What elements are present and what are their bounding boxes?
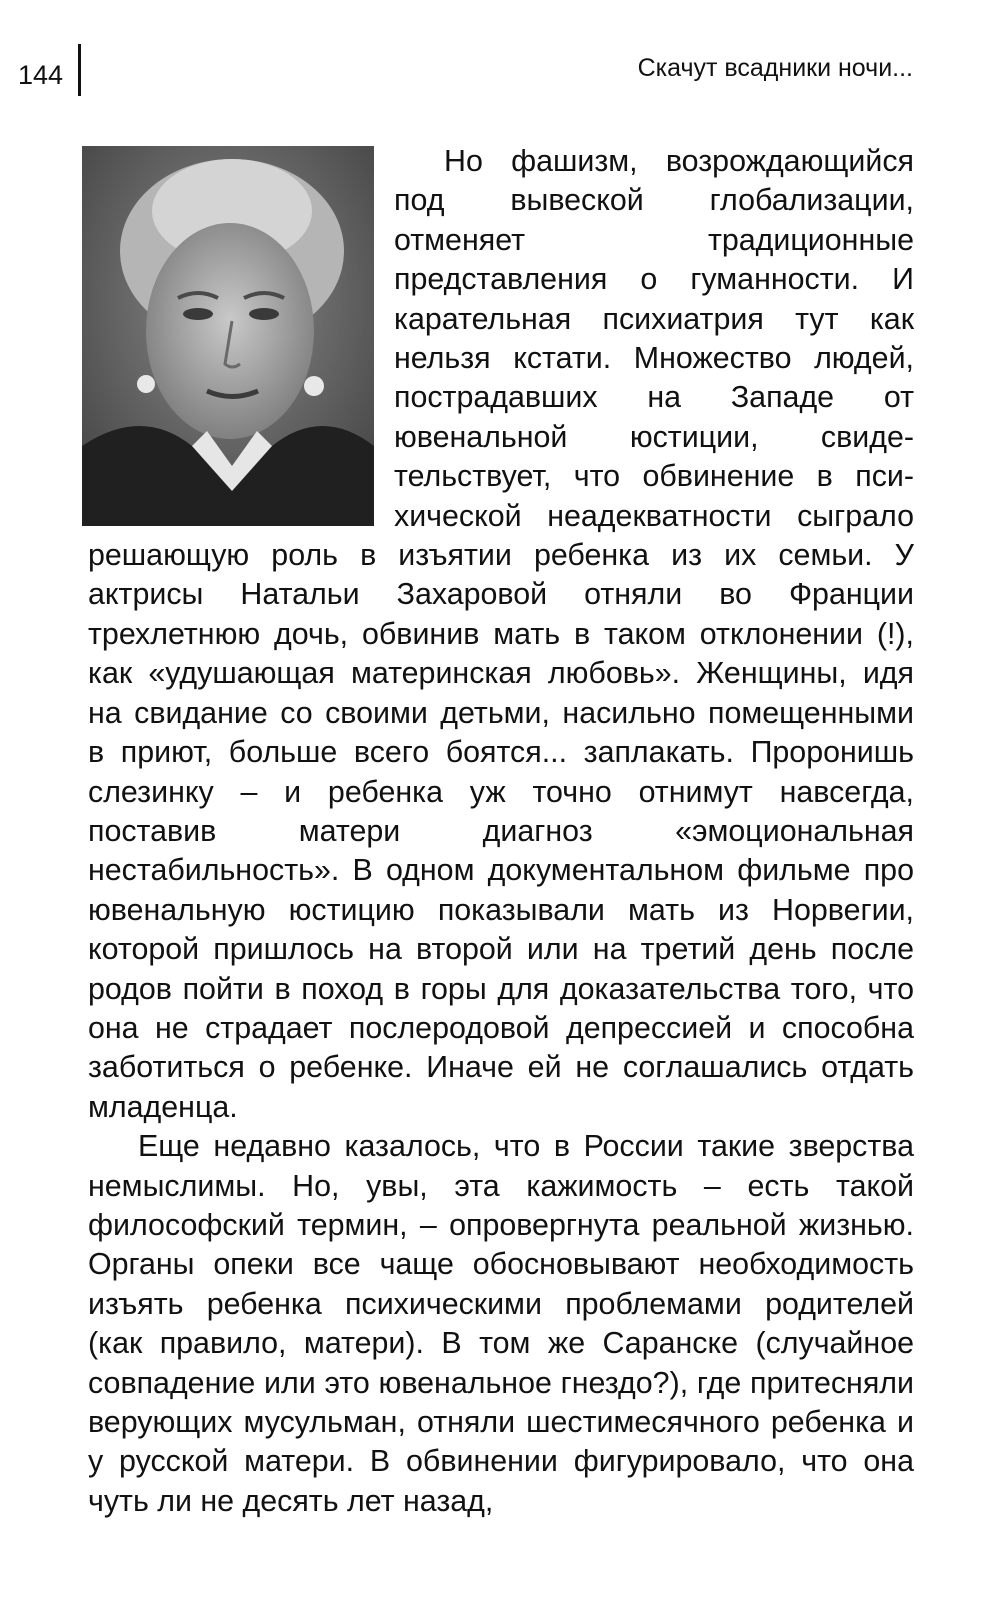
paragraph: Еще недавно казалось, что в России такие зверства немыслимы. Но, увы, эта кажимость – есть такой философский термин, – опровергнута реальной жизнью. Органы опеки все чаще обосновывают необходимость изъять ребенка психическими проблемами родителей (как правило, матери). В том же Саранске (случайное совпадение или это ювенальное гнездо?), где притесняли верующих мусульман, отняли шестимесячного ребенка и у русской матери. В обвинении фигурировало, что она чуть ли не десять лет назад, xyxy=(88,1129,914,1518)
paragraph: Но фашизм, возрождающийся под вывеской глобализации, отменяет традиционные представления о гуманности. И карательная психиатрия тут как нельзя кстати. Множество людей, пострадавших на Западе от ювенальной юстиции, свидетельствует, что обвинение в психической неадекватности сыграло решающую роль в изъятии ребенка из их семьи. У актрисы Натальи Захаровой отняли во Франции трехлетнюю дочь, обвинив мать в таком отклонении (!), как «удушающая материнская любовь». Женщины, идя на свидание со своими детьми, насильно помещенными в приют, больше всего боятся... заплакать. Проронишь слезинку – и ребенка уж точно отнимут навсегда, поставив матери диагноз «эмоциональная нестабильность». В одном документальном фильме про ювенальную юстицию показывали мать из Норвегии, которой пришлось на второй или на третий день после родов пойти в поход в горы для доказательства того, что она не страдает послеродовой депрессией и способна заботиться о ребенке. Иначе ей не соглашались отдать младенца. xyxy=(88,144,914,1124)
article-body xyxy=(88,142,914,1521)
page-header xyxy=(0,44,985,104)
photo-wrap-area xyxy=(88,142,394,526)
page-number: 144 xyxy=(18,60,64,90)
header-divider xyxy=(78,44,81,96)
running-title: Скачут всадники ночи... xyxy=(637,54,913,82)
